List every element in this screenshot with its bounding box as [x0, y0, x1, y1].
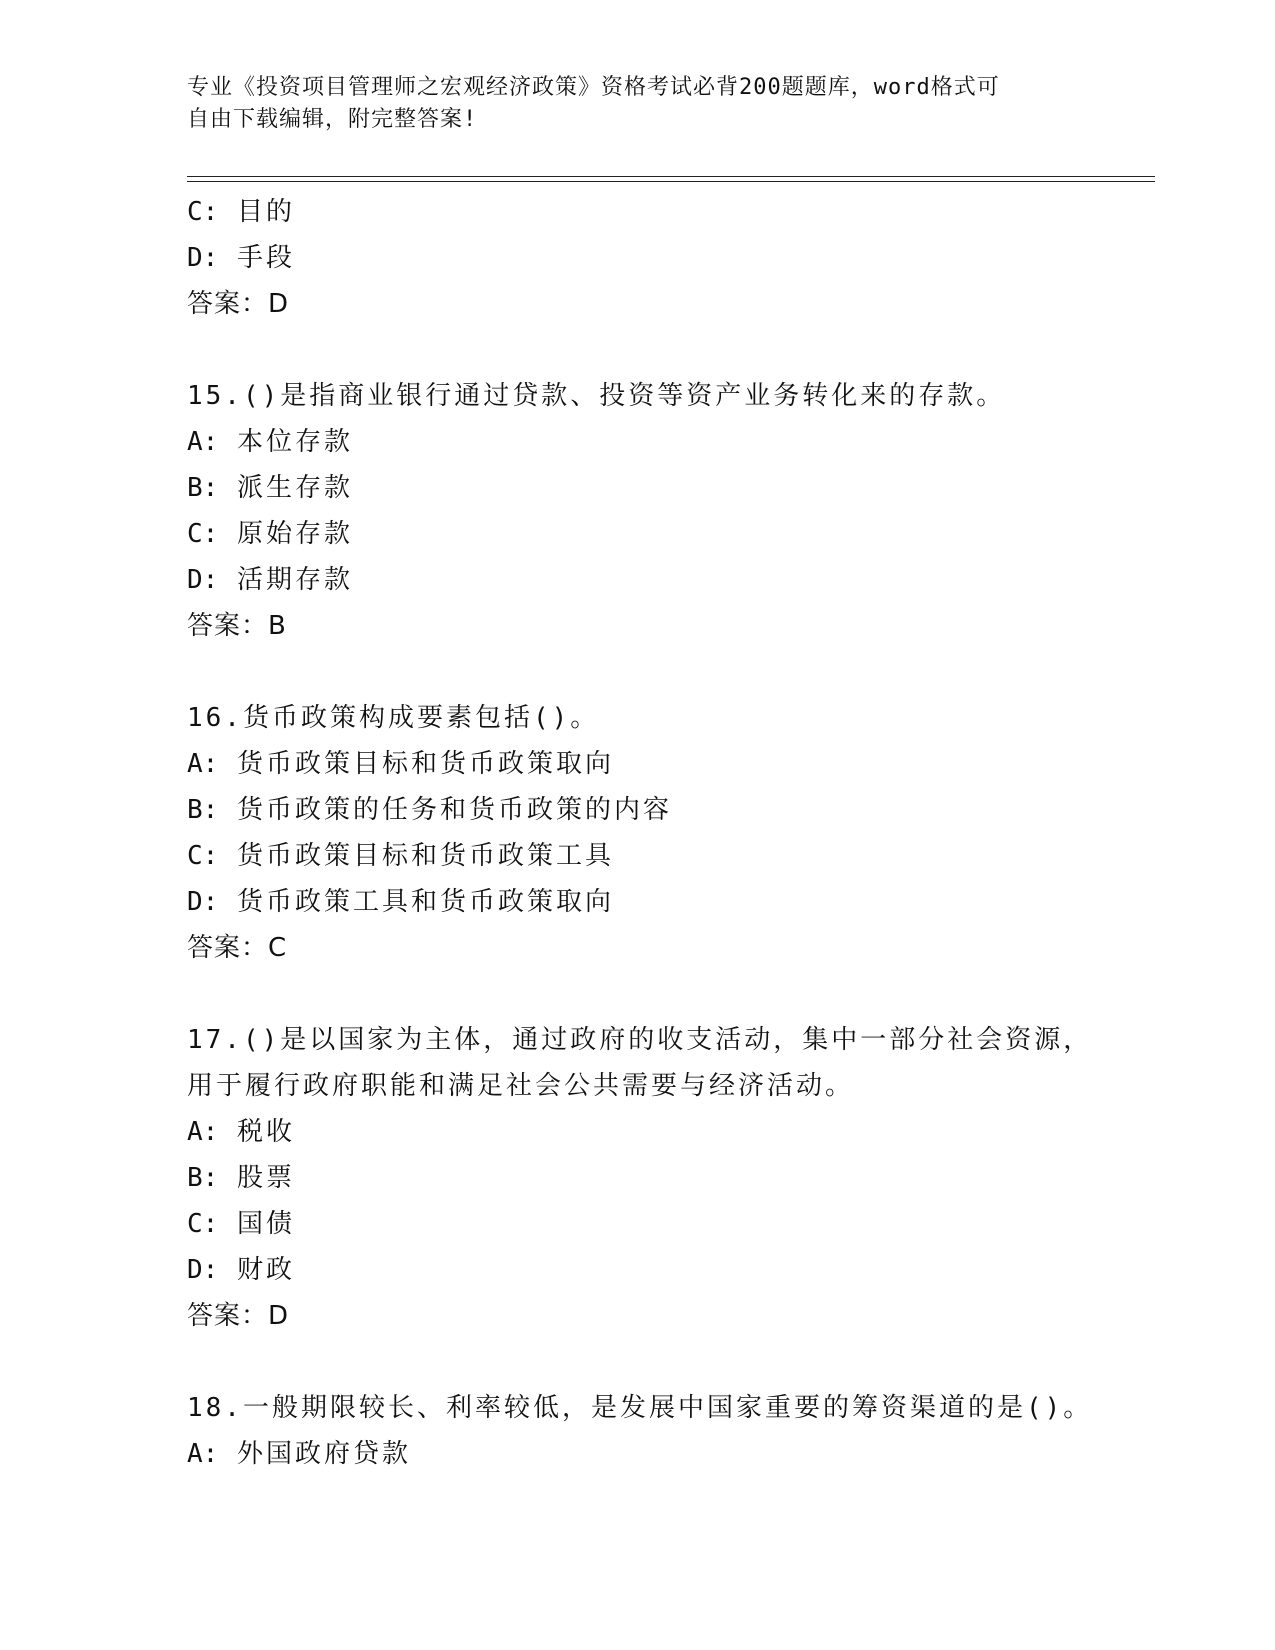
option-text: 货币政策工具和货币政策取向	[236, 887, 614, 917]
option-text: 股票	[236, 1163, 295, 1193]
question-17	[187, 1017, 1137, 1339]
option-b: B: 派生存款	[187, 473, 353, 503]
question-stem-line-1: 17.()是以国家为主体，通过政府的收支活动，集中一部分社会资源，	[187, 1025, 1093, 1055]
option-c: C: 货币政策目标和货币政策工具	[187, 841, 614, 871]
option-text: 本位存款	[236, 427, 353, 457]
option-text: 财政	[236, 1255, 295, 1285]
option-c: C: 国债	[187, 1209, 295, 1239]
header-divider-top	[187, 176, 1155, 177]
option-c: C: 目的	[187, 197, 295, 227]
option-text: 原始存款	[236, 519, 353, 549]
header-title-line-1: 专业《投资项目管理师之宏观经济政策》资格考试必背200题题库，word格式可	[187, 75, 1000, 100]
option-text: 外国政府贷款	[236, 1439, 411, 1469]
spacer	[187, 327, 1137, 373]
header-divider-bottom	[187, 181, 1155, 182]
question-stem: 18.一般期限较长、利率较低，是发展中国家重要的筹资渠道的是()。	[187, 1393, 1093, 1423]
answer-line: 答案：D	[187, 289, 290, 319]
question-stem: 15.()是指商业银行通过贷款、投资等资产业务转化来的存款。	[187, 381, 1006, 411]
option-d: D: 活期存款	[187, 565, 353, 595]
question-16	[187, 695, 1137, 971]
option-text: 国债	[236, 1209, 295, 1239]
question-stem-line-2: 用于履行政府职能和满足社会公共需要与经济活动。	[187, 1071, 855, 1101]
spacer	[187, 971, 1137, 1017]
option-a: A: 货币政策目标和货币政策取向	[187, 749, 614, 779]
header-title-line-2: 自由下载编辑，附完整答案!	[187, 107, 478, 132]
option-b: B: 货币政策的任务和货币政策的内容	[187, 795, 672, 825]
answer-line: 答案：C	[187, 933, 288, 963]
answer-line: 答案：D	[187, 1301, 290, 1331]
option-a: A: 外国政府贷款	[187, 1439, 411, 1469]
question-15	[187, 373, 1137, 649]
option-text: 手段	[236, 243, 295, 273]
option-a: A: 税收	[187, 1117, 295, 1147]
option-d: D: 货币政策工具和货币政策取向	[187, 887, 614, 917]
option-text: 货币政策的任务和货币政策的内容	[236, 795, 672, 825]
option-text: 货币政策目标和货币政策取向	[236, 749, 614, 779]
option-text: 活期存款	[236, 565, 353, 595]
answer-line: 答案：B	[187, 611, 287, 641]
question-stem: 16.货币政策构成要素包括()。	[187, 703, 600, 733]
option-b: B: 股票	[187, 1163, 295, 1193]
option-text: 货币政策目标和货币政策工具	[236, 841, 614, 871]
option-text: 目的	[236, 197, 295, 227]
option-text: 税收	[236, 1117, 295, 1147]
document-header	[187, 72, 1067, 136]
spacer	[187, 649, 1137, 695]
option-text: 派生存款	[236, 473, 353, 503]
question-14-continued	[187, 189, 1137, 327]
question-list	[187, 189, 1137, 1477]
option-c: C: 原始存款	[187, 519, 353, 549]
option-a: A: 本位存款	[187, 427, 353, 457]
option-d: D: 财政	[187, 1255, 295, 1285]
spacer	[187, 1339, 1137, 1385]
option-d: D: 手段	[187, 243, 295, 273]
question-18	[187, 1385, 1137, 1477]
